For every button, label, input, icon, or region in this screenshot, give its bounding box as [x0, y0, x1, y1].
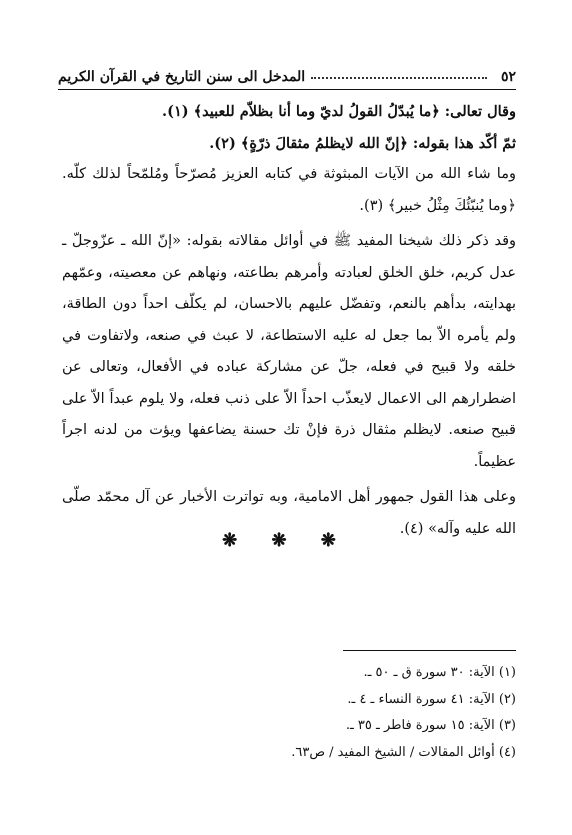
footnote-4: (٤) أوائل المقالات / الشيخ المفيد / ص٦٣.: [291, 744, 516, 760]
paragraph-quran-2: ثمّ أكّد هذا بقوله: ﴿إنّ الله لايظلمُ مثقالَ ذرّةٍ﴾ (٢).: [209, 134, 516, 152]
page-number: ٥٢: [500, 69, 516, 85]
section-separator: ❋ ❋ ❋: [222, 530, 350, 551]
paragraph-quran-1: وقال تعالى: ﴿ما يُبدّلُ القولُ لديّ وما أنا بظلاّم للعبيد﴾ (١).: [162, 103, 516, 120]
footnotes: [60, 660, 516, 766]
running-header: [58, 66, 516, 90]
paragraph-mufid-quote: وقد ذكر ذلك شيخنا المفيد ﷺ في أوائل مقالاته بقوله: «إنّ الله ـ عزّوجلّ ـ عدل كريم، خلق الخلق لعبادته وأمرهم بطاعته، ونهاهم عن معصيته، وعمّهم بهدايته، بدأهم بالنعم، وتفضّل عليهم بالاحسان، لم يكلّف احداً دون الطاقة، ولم يأمره الاّ بما جعل له عليه الاستطاعة، لا عبث في صنعه، ولاتفاوت في خلقه ولا قبيح في فعله، جلّ عن مشاركة عباده في الأفعال، وتعالى عن اضطرارهم الى الاعمال لايعذّب احداً الاّ على ذنب فعله، ولا يلوم عبداً الاّ على قبيح صنعه. لايظلم مثقال ذرة فإنْ تك حسنة يضاعفها ويؤت من لدنه اجراً عظيماً.: [62, 233, 516, 470]
running-title: المدخل الى سنن التاريخ في القرآن الكريم: [58, 69, 306, 85]
header-leader-dots: [311, 77, 487, 79]
footnote-3: (٣) الآية: ١٥ سورة فاطر ـ ٣٥ ـ.: [345, 718, 516, 733]
paragraph-verses: وما شاء الله من الآيات المبثوثة في كتابه العزيز مُصرّحاً ومُلمّحاً لذلك كلّه. ﴿وما يُنبّئُكَ مِثْلُ خبير﴾ (٣).: [62, 166, 516, 214]
footnote-1: (١) الآية: ٣٠ سورة ق ـ ٥٠ ـ.: [363, 665, 516, 680]
main-text: [62, 96, 516, 545]
footnote-rule: [343, 650, 516, 651]
paragraph-conclusion: وعلى هذا القول جمهور أهل الامامية، وبه تواترت الأخبار عن آل محمّد صلّى الله عليه وآله» (٤).: [62, 489, 516, 537]
footnote-2: (٢) الآية: ٤١ سورة النساء ـ ٤ ـ.: [347, 691, 516, 707]
